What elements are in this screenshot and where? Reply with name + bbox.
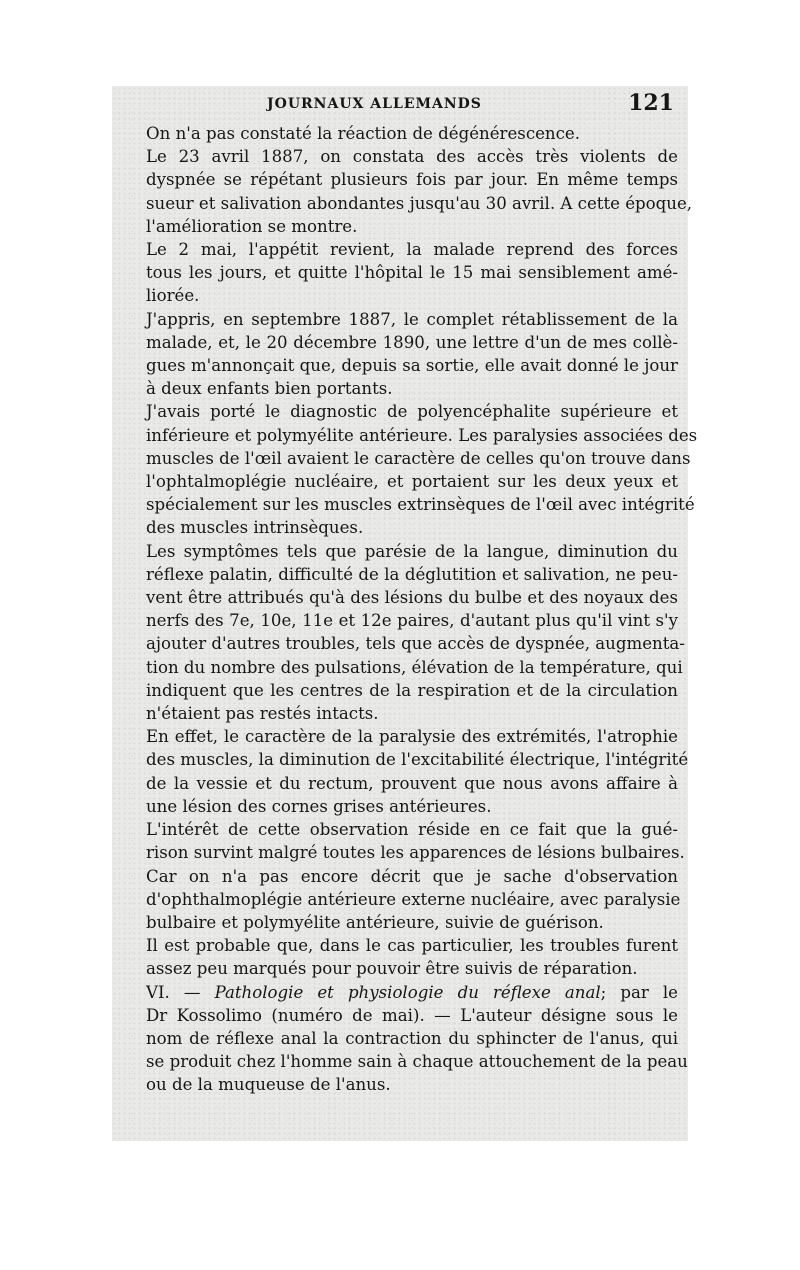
text-line: se produit chez l'homme sain à chaque attouchement de la peau — [146, 1052, 688, 1072]
page-number: 121 — [628, 90, 674, 116]
text-line: des muscles, la diminution de l'excitabilité électrique, l'intégrité — [146, 750, 689, 770]
text-line: J'appris, en septembre 1887, le complet rétablissement de la — [146, 309, 678, 329]
paragraph-5 — [122, 400, 698, 539]
text-line: tous les jours, et quitte l'hôpital le 15 mai sensiblement amé- — [146, 263, 678, 283]
paragraph-2 — [122, 145, 693, 238]
text-line: bulbaire et polymyélite antérieure, suivie de guérison. — [146, 912, 604, 932]
paragraph-9 — [122, 865, 681, 935]
text-line: En effet, le caractère de la paralysie des extrémités, l'atrophie — [146, 727, 678, 747]
text-line: assez peu marqués pour pouvoir être suivis de réparation. — [146, 959, 638, 979]
text-line: ou de la muqueuse de l'anus. — [146, 1075, 391, 1095]
text-line: Le 23 avril 1887, on constata des accès très violents de — [146, 147, 678, 167]
paragraph-6 — [122, 540, 685, 726]
text-line: liorée. — [146, 286, 200, 306]
page-text — [122, 88, 698, 1097]
text-line: indiquent que les centres de la respiration et de la circulation — [146, 680, 678, 700]
text-line: ajouter d'autres troubles, tels que accès de dyspnée, augmenta- — [146, 634, 685, 654]
paragraph-10 — [122, 934, 678, 980]
text-line: l'ophtalmoplégie nucléaire, et portaient sur les deux yeux et — [146, 472, 678, 492]
text-line: malade, et, le 20 décembre 1890, une lettre d'un de mes collè- — [146, 332, 678, 352]
text-line: gues m'annonçait que, depuis sa sortie, elle avait donné le jour — [146, 356, 678, 376]
paragraph-1 — [122, 122, 678, 145]
section-title: Pathologie et physiologie du réflexe anal — [214, 982, 601, 1002]
paragraph-4 — [122, 308, 678, 401]
section-title-rest: ; par le — [600, 982, 678, 1002]
text-line: Les symptômes tels que parésie de la langue, diminution du — [146, 541, 678, 561]
text-line: d'ophthalmoplégie antérieure externe nucléaire, avec paralysie — [146, 889, 681, 909]
paragraph-11 — [122, 981, 688, 1097]
text-line: à deux enfants bien portants. — [146, 379, 393, 399]
text-line: nom de réflexe anal la contraction du sphincter de l'anus, qui — [146, 1028, 678, 1048]
section-heading-line — [122, 981, 678, 1004]
section-number: VI. — — [146, 982, 215, 1002]
text-line: réflexe palatin, difficulté de la déglutition et salivation, ne peu- — [146, 564, 678, 584]
text-line: Il est probable que, dans le cas particulier, les troubles furent — [146, 936, 678, 956]
text-line: de la vessie et du rectum, prouvent que nous avons affaire à — [146, 773, 678, 793]
text-line: Dr Kossolimo (numéro de mai). — L'auteur désigne sous le — [146, 1005, 678, 1025]
text-line: n'étaient pas restés intacts. — [146, 704, 379, 724]
text-line: J'avais porté le diagnostic de polyencéphalite supérieure et — [146, 402, 678, 422]
text-line: nerfs des 7e, 10e, 11e et 12e paires, d'autant plus qu'il vint s'y — [146, 611, 678, 631]
text-line: Car on n'a pas encore décrit que je sache d'observation — [146, 866, 678, 886]
text-line: tion du nombre des pulsations, élévation de la température, qui — [146, 657, 683, 677]
text-line: On n'a pas constaté la réaction de dégénérescence. — [146, 124, 581, 143]
text-line: muscles de l'œil avaient le caractère de celles qu'on trouve dans — [146, 448, 691, 468]
paragraph-7 — [122, 725, 689, 818]
running-title: JOURNAUX ALLEMANDS — [267, 96, 482, 112]
text-line: Le 2 mai, l'appétit revient, la malade reprend des forces — [146, 240, 678, 260]
text-line: l'amélioration se montre. — [146, 216, 358, 236]
paragraph-3 — [122, 238, 678, 308]
running-head — [122, 88, 678, 122]
text-line: L'intérêt de cette observation réside en ce fait que la gué- — [146, 820, 678, 840]
text-line: rison survint malgré toutes les apparences de lésions bulbaires. — [146, 843, 685, 863]
text-line: vent être attribués qu'à des lésions du bulbe et des noyaux des — [146, 588, 678, 608]
text-line: inférieure et polymyélite antérieure. Les paralysies associées des — [146, 425, 698, 445]
paragraph-8 — [122, 818, 685, 864]
text-line: une lésion des cornes grises antérieures. — [146, 796, 492, 816]
text-line: sueur et salivation abondantes jusqu'au 30 avril. A cette époque, — [146, 193, 693, 213]
text-line: dyspnée se répétant plusieurs fois par jour. En même temps — [146, 170, 678, 190]
text-line: spécialement sur les muscles extrinsèques de l'œil avec intégrité — [146, 495, 695, 515]
text-line: des muscles intrinsèques. — [146, 518, 364, 538]
